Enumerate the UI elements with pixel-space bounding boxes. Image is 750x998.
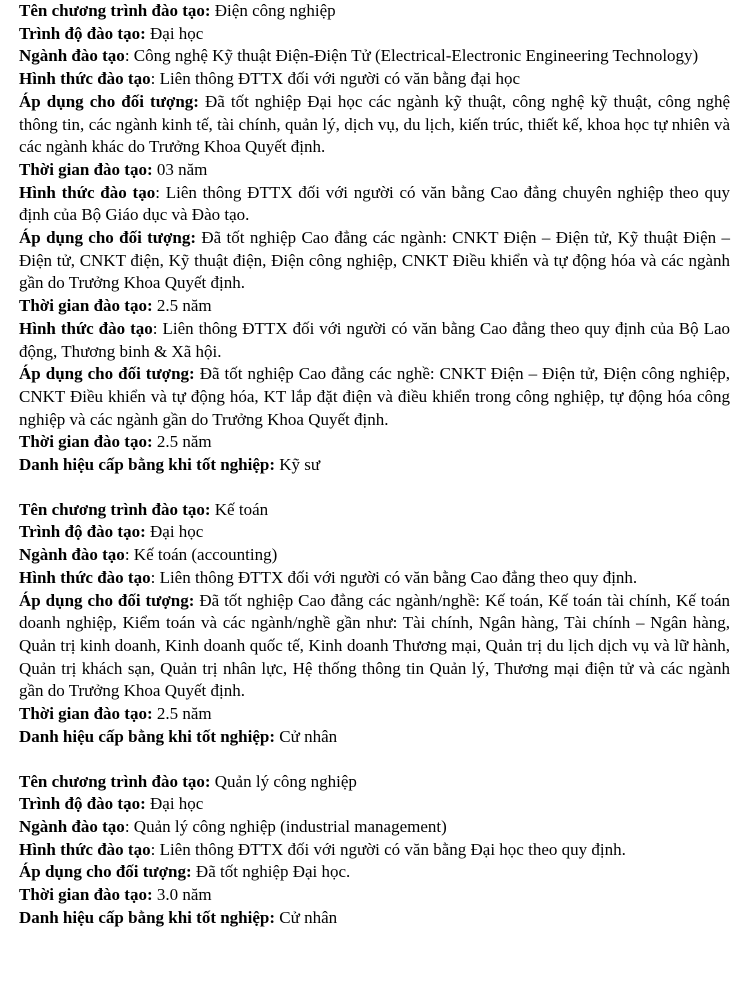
field-value: : Liên thông ĐTTX đối với người có văn bằng Cao đẳng chuyên nghiệp theo quy định của Bộ Giáo dục và Đào tạo. [19,182,730,225]
field-label: Áp dụng cho đối tượng: [19,228,197,248]
field-label: Thời gian đào tạo: [19,159,153,179]
field-value: Đại học [145,522,204,542]
field-value: Đại học [145,23,204,43]
field-label: Trình độ đào tạo: [19,522,146,542]
program-name-line [19,0,730,23]
field-value: 2.5 năm [152,432,212,452]
duration-line [19,159,730,182]
duration-line [19,703,730,726]
field-label: Thời gian đào tạo: [19,704,153,724]
field-value: Đã tốt nghiệp Cao đẳng các nghề: CNKT Điện – Điện tử, Điện công nghiệp, CNKT Điều khiển và tự động hóa, KT lắp đặt điện và điều khiển trong công nghiệp, tự động hóa công nghiệp và các ngành gần do Trưởng Khoa Quyết định. [19,364,730,429]
field-label: Thời gian đào tạo: [19,296,153,316]
field-label: Áp dụng cho đối tượng: [19,364,195,384]
field-label: Tên chương trình đào tạo: [19,771,211,791]
field-value: 2.5 năm [152,704,212,724]
field-value: Kỹ sư [275,455,321,475]
field-value: Cử nhân [275,726,338,746]
field-label: Tên chương trình đào tạo: [19,499,211,519]
training-form-line [19,839,730,862]
field-label: Danh hiệu cấp bằng khi tốt nghiệp: [19,907,276,927]
program-name-line [19,771,730,794]
program-block-ke-toan [19,499,730,749]
eligibility-line [19,91,730,159]
field-value: Kế toán [210,499,269,519]
program-block-quan-ly-cong-nghiep [19,771,730,930]
duration-line [19,884,730,907]
field-label: Thời gian đào tạo: [19,432,153,452]
degree-title-line [19,907,730,930]
training-level-line [19,793,730,816]
field-value: 2.5 năm [152,296,212,316]
field-label: Hình thức đào tạo [19,318,153,338]
training-form-line [19,567,730,590]
training-form-line [19,182,730,227]
field-value: Điện công nghiệp [210,1,336,20]
field-label: Danh hiệu cấp bằng khi tốt nghiệp: [19,455,276,475]
field-value: Đã tốt nghiệp Cao đẳng các ngành: CNKT Điện – Điện tử, Kỹ thuật Điện – Điện tử, CNKT điện, Kỹ thuật điện, Điện công nghiệp, CNKT Điều khiển và tự động hóa và các ngành gần do Trưởng Khoa Quyết định. [19,228,730,293]
field-value: Đại học [145,794,204,814]
field-label: Hình thức đào tạo [19,182,156,202]
training-level-line [19,23,730,46]
field-label: Hình thức đào tạo [19,69,151,89]
field-label: Trình độ đào tạo: [19,23,146,43]
field-label: Ngành đào tạo [19,545,125,565]
field-label: Hình thức đào tạo [19,567,151,587]
field-value: : Liên thông ĐTTX đối với người có văn bằng Đại học theo quy định. [150,839,626,859]
major-line [19,544,730,567]
field-value: : Công nghệ Kỹ thuật Điện-Điện Tử (Electrical-Electronic Engineering Technology) [124,46,699,66]
field-label: Ngành đào tạo [19,816,125,836]
field-label: Trình độ đào tạo: [19,794,146,814]
field-value: 03 năm [152,159,208,179]
field-value: Đã tốt nghiệp Đại học. [191,862,351,882]
duration-line [19,431,730,454]
eligibility-line [19,363,730,431]
eligibility-line [19,861,730,884]
field-value: Cử nhân [275,907,338,927]
field-label: Áp dụng cho đối tượng: [19,862,192,882]
field-label: Áp dụng cho đối tượng: [19,91,199,111]
eligibility-line [19,590,730,704]
field-label: Danh hiệu cấp bằng khi tốt nghiệp: [19,726,276,746]
field-label: Thời gian đào tạo: [19,885,153,905]
field-value: : Kế toán (accounting) [124,545,278,565]
program-name-line [19,499,730,522]
eligibility-line [19,227,730,295]
degree-title-line [19,454,730,477]
field-value: Quản lý công nghiệp [210,771,357,791]
degree-title-line [19,726,730,749]
field-value: : Liên thông ĐTTX đối với người có văn bằng Cao đẳng theo quy định của Bộ Lao động, Thương binh & Xã hội. [19,318,731,361]
field-value: : Quản lý công nghiệp (industrial management) [124,816,447,836]
field-label: Ngành đào tạo [19,46,125,66]
major-line [19,45,730,68]
field-label: Hình thức đào tạo [19,839,151,859]
field-value: : Liên thông ĐTTX đối với người có văn bằng Cao đẳng theo quy định. [150,567,638,587]
field-value: 3.0 năm [152,885,212,905]
training-form-line [19,318,730,363]
major-line [19,816,730,839]
training-form-line [19,68,730,91]
field-value: : Liên thông ĐTTX đối với người có văn bằng đại học [150,69,521,89]
field-value: Đã tốt nghiệp Đại học các ngành kỹ thuật, công nghệ kỹ thuật, công nghệ thông tin, các ngành kinh tế, tài chính, quản lý, dịch vụ, du lịch, kiến trúc, thiết kế, khoa học tự nhiên và các ngành khác do Trưởng Khoa Quyết định. [19,91,730,157]
field-label: Tên chương trình đào tạo: [19,1,211,20]
duration-line [19,295,730,318]
program-block-dien-cong-nghiep [19,0,730,477]
field-value: Đã tốt nghiệp Cao đẳng các ngành/nghề: Kế toán, Kế toán tài chính, Kế toán doanh nghiệp, Kiểm toán và các ngành/nghề gần như: Tài chính, Ngân hàng, Tài chính – Ngân hàng, Quản trị kinh doanh, Kinh doanh quốc tế, Kinh doanh Thương mại, Quản trị du lịch dịch vụ và lữ hành, Quản trị khách sạn, Quản trị nhân lực, Hệ thống thông tin Quản lý, Thương mại điện tử và các ngành gần do Trưởng Khoa Quyết định. [19,590,730,701]
field-label: Áp dụng cho đối tượng: [19,590,195,610]
training-level-line [19,521,730,544]
